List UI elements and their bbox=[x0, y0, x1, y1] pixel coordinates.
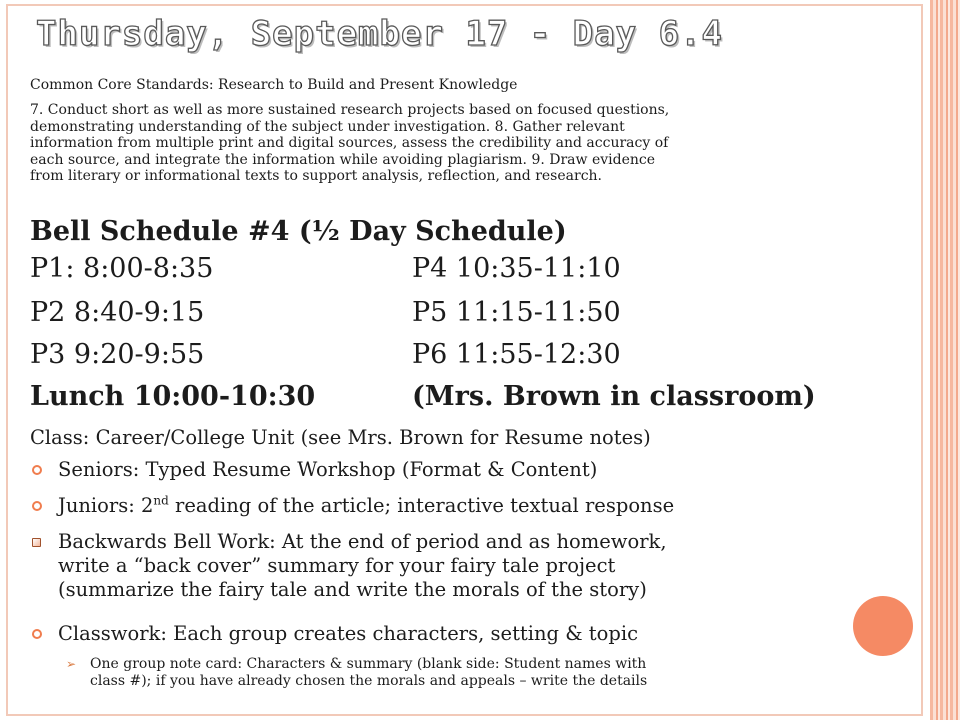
period-time: P4 10:35-11:10 bbox=[412, 253, 621, 284]
bullet-text bbox=[58, 494, 918, 518]
decorative-stripes bbox=[930, 0, 960, 720]
lunch-note: (Mrs. Brown in classroom) bbox=[412, 381, 816, 412]
bullet-text: Classwork: Each group creates characters, setting & topic bbox=[58, 622, 638, 645]
standards-line: information from multiple print and digital sources, assess the credibility and accuracy of bbox=[30, 135, 669, 151]
arrow-bullet-icon: ➢ bbox=[66, 657, 77, 671]
schedule-row bbox=[30, 338, 910, 372]
period-time: P2 8:40-9:15 bbox=[30, 297, 205, 328]
lunch-time: Lunch 10:00-10:30 bbox=[30, 381, 316, 412]
lunch-row bbox=[30, 380, 910, 414]
schedule-row bbox=[30, 252, 910, 286]
bullet-classwork bbox=[30, 622, 910, 646]
juniors-text-start: Juniors: 2 bbox=[58, 494, 154, 517]
bullet-seniors bbox=[30, 458, 910, 482]
bullet-line: write a “back cover” summary for your fairy tale project bbox=[58, 554, 616, 577]
schedule-row bbox=[30, 296, 910, 330]
standards-text bbox=[30, 102, 910, 185]
standards-heading: Common Core Standards: Research to Build and Present Knowledge bbox=[30, 77, 518, 93]
slide-title: Thursday, September 17 - Day 6.4 bbox=[36, 14, 724, 54]
class-line: Class: Career/College Unit (see Mrs. Brown for Resume notes) bbox=[30, 426, 651, 449]
standards-line: demonstrating understanding of the subject under investigation. 8. Gather relevant bbox=[30, 118, 625, 135]
bell-schedule-title: Bell Schedule #4 (½ Day Schedule) bbox=[30, 216, 567, 247]
standards-line: from literary or informational texts to support analysis, reflection, and research. bbox=[30, 168, 602, 184]
juniors-text-end: reading of the article; interactive textual response bbox=[168, 494, 675, 517]
sub-bullet-note-card bbox=[66, 656, 886, 690]
period-time: P3 9:20-9:55 bbox=[30, 339, 205, 370]
circle-bullet-icon bbox=[32, 629, 42, 639]
sub-bullet-line: One group note card: Characters & summary (blank side: Student names with bbox=[90, 656, 647, 672]
standards-line: 7. Conduct short as well as more sustained research projects based on focused questions, bbox=[30, 102, 670, 118]
bullet-line: (summarize the fairy tale and write the morals of the story) bbox=[58, 578, 647, 601]
bullet-text: Seniors: Typed Resume Workshop (Format & Content) bbox=[58, 458, 598, 481]
period-time: P5 11:15-11:50 bbox=[412, 297, 621, 328]
bullet-backwards-bell-work bbox=[30, 530, 910, 602]
bullet-juniors bbox=[30, 494, 910, 518]
period-time: P1: 8:00-8:35 bbox=[30, 253, 214, 284]
square-bullet-icon bbox=[32, 538, 41, 547]
ordinal-suffix: nd bbox=[153, 493, 169, 508]
circle-bullet-icon bbox=[32, 465, 42, 475]
sub-bullet-text bbox=[90, 656, 890, 689]
bullet-text bbox=[58, 530, 918, 602]
circle-bullet-icon bbox=[32, 501, 42, 511]
bullet-line: Backwards Bell Work: At the end of period and as homework, bbox=[58, 530, 667, 553]
sub-bullet-line: class #); if you have already chosen the morals and appeals – write the details bbox=[90, 672, 648, 689]
standards-line: each source, and integrate the information while avoiding plagiarism. 9. Draw evidence bbox=[30, 151, 656, 168]
period-time: P6 11:55-12:30 bbox=[412, 339, 621, 370]
